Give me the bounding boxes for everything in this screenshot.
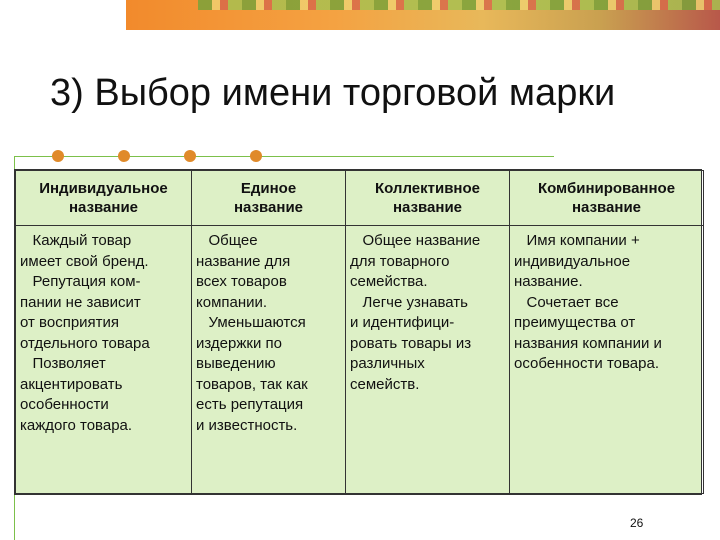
cell-line: названия компании и xyxy=(514,334,662,352)
naming-table xyxy=(14,169,702,495)
cell-line: название. xyxy=(514,273,583,290)
table-header-row xyxy=(16,171,704,226)
cell-line: отдельного товара xyxy=(20,334,150,352)
cell-line: имеет свой бренд. xyxy=(20,252,149,270)
cell-line: есть репутация xyxy=(196,396,304,413)
cell-line: Уменьшаются xyxy=(196,314,306,331)
cell-line: Легче узнавать xyxy=(350,293,468,311)
header-single: Единое название xyxy=(192,171,346,226)
cell-line: каждого товара. xyxy=(20,416,133,434)
cell-line: товаров, так как xyxy=(196,375,308,393)
cell-line: для товарного xyxy=(350,252,450,270)
cell-combined xyxy=(510,226,704,494)
cell-line: Позволяет xyxy=(20,355,106,372)
cell-line: пании не зависит xyxy=(20,293,141,311)
header-collective: Коллективное название xyxy=(346,171,510,226)
cell-line: Репутация ком- xyxy=(20,273,141,290)
cell-line: название для xyxy=(196,252,291,270)
cell-line: и идентифици- xyxy=(350,314,455,331)
cell-line: различных xyxy=(350,355,425,372)
header-combined: Комбинированное название xyxy=(510,171,704,226)
cell-line: и известность. xyxy=(196,416,298,434)
cell-line: от восприятия xyxy=(20,314,120,331)
bullet-dot xyxy=(52,150,64,162)
cell-collective xyxy=(346,226,510,494)
cell-line: семейства. xyxy=(350,273,428,290)
cell-line: Имя компании + xyxy=(514,232,640,249)
page-number: 26 xyxy=(630,516,644,530)
cell-single xyxy=(192,226,346,494)
header-individual: Индивидуальное название xyxy=(16,171,192,226)
divider-line xyxy=(14,156,554,157)
cell-line: акцентировать xyxy=(20,375,123,393)
cell-individual xyxy=(16,226,192,494)
cell-line: Каждый товар xyxy=(20,232,132,249)
banner-pattern xyxy=(198,0,720,10)
cell-line: особенности товара. xyxy=(514,355,659,372)
cell-line: ровать товары из xyxy=(350,334,472,352)
cell-line: компании. xyxy=(196,293,268,311)
slide-title: 3) Выбор имени торговой марки xyxy=(50,72,616,114)
bullet-dot xyxy=(250,150,262,162)
bullet-dot xyxy=(118,150,130,162)
table-body-row xyxy=(16,226,704,494)
cell-line: издержки по xyxy=(196,334,282,352)
cell-line: выведению xyxy=(196,355,276,372)
cell-line: Сочетает все xyxy=(514,293,619,311)
cell-line: индивидуальное xyxy=(514,252,631,270)
cell-line: Общее xyxy=(196,232,258,249)
cell-line: особенности xyxy=(20,396,109,413)
decorative-banner xyxy=(126,0,720,30)
cell-line: семейств. xyxy=(350,375,420,393)
cell-line: преимущества от xyxy=(514,314,636,331)
bullet-dot xyxy=(184,150,196,162)
cell-line: Общее название xyxy=(350,232,481,249)
cell-line: всех товаров xyxy=(196,273,287,290)
